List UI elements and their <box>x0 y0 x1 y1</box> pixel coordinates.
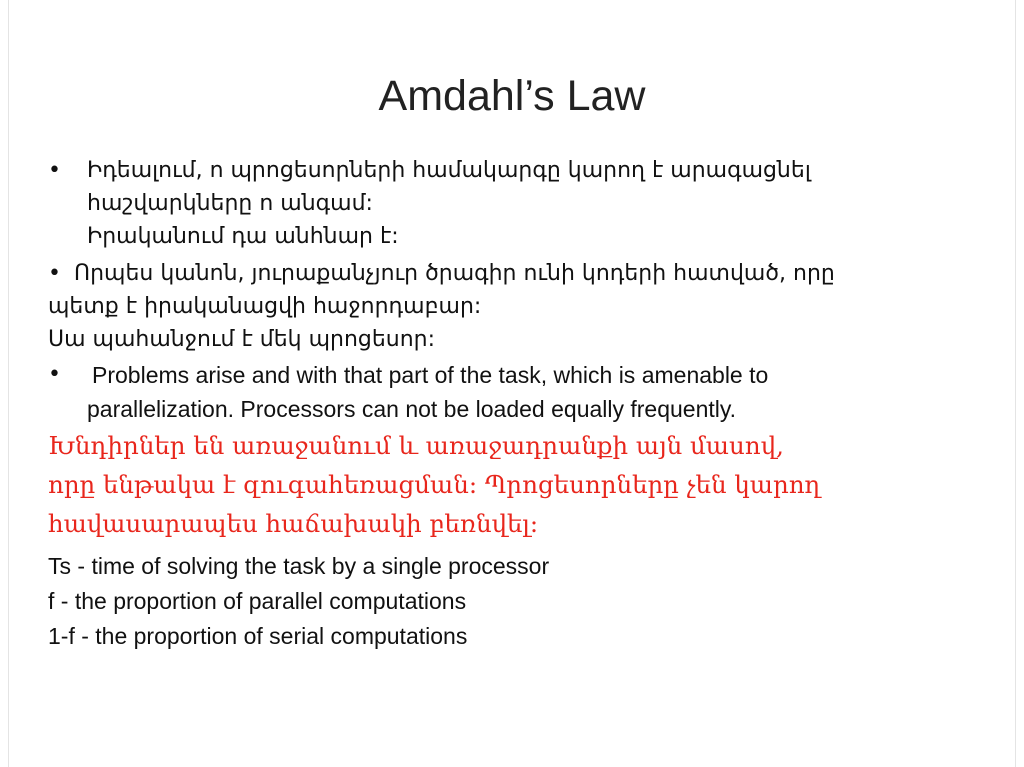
bullet-marker: • <box>48 362 61 387</box>
body-line: Իրականում դա անհնար է: <box>87 224 399 249</box>
body-line: հաշվարկները n անգամ: <box>87 191 373 216</box>
body-line: պետք է իրականացվի հաջորդաբար: <box>48 294 482 319</box>
bullet-marker: • <box>48 261 61 286</box>
body-line: Որպես կանոն, յուրաքանչյուր ծրագիր ունի կոդերի հատված, որը <box>74 261 835 286</box>
definition-line: f - the proportion of parallel computations <box>48 588 467 614</box>
translation-line-red: հավասարապես հաճախակի բեռնվել: <box>48 509 539 538</box>
translation-line-red: որը ենթակա է զուգահեռացման: Պրոցեսորները չեն կարող <box>48 470 821 499</box>
body-line: Սա պահանջում է մեկ պրոցեսոր: <box>48 327 436 352</box>
definition-line: Ts - time of solving the task by a single processor <box>48 553 550 579</box>
body-line-english: Problems arise and with that part of the task, which is amenable to <box>92 362 769 388</box>
body-line-english: parallelization. Processors can not be loaded equally frequently. <box>87 396 737 422</box>
body-line: Իդեալում, n պրոցեսորների համակարգը կարող է արագացնել <box>87 158 811 183</box>
slide-title: Amdahl’s Law <box>378 72 646 120</box>
bullet-marker: • <box>48 158 61 183</box>
definition-line: 1-f - the proportion of serial computations <box>48 623 468 649</box>
translation-line-red: Խնդիրներ են առաջանում և առաջադրանքի այն մասով, <box>48 431 784 460</box>
